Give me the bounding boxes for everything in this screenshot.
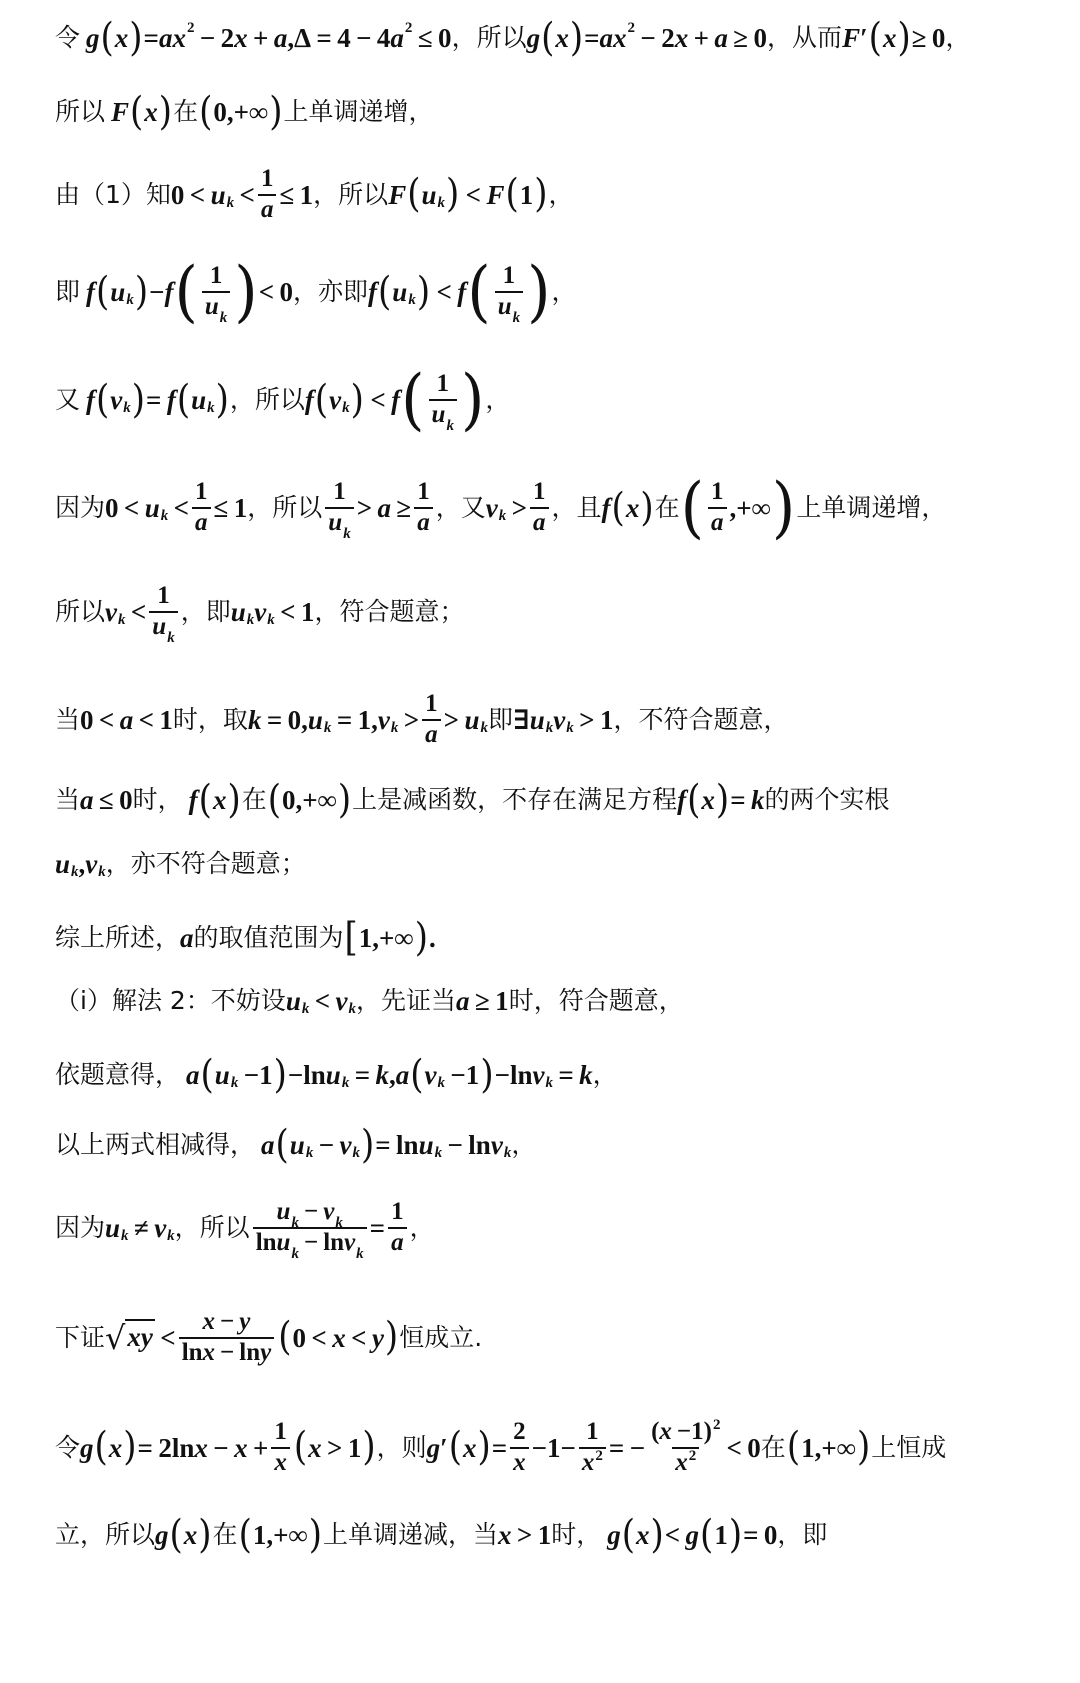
doc-line-8: 当 0 < a < 1 时，取 k = 0, u k = 1, v k > $\frac{1}{a}$ > u k 即 ∃ u k v k > 1 ，不符合题意， bbox=[55, 690, 789, 748]
doc-line-10: u k , v k ，亦不符合题意； bbox=[55, 849, 306, 881]
doc-line-16: 下证 √ xy < $\frac{x - y}{\ln x - \ln y}$ ( 0 < x < y ) 恒成立. bbox=[55, 1308, 483, 1366]
doc-line-1: 令 g ( x ) = ax 2 − 2 x + a ,Δ = 4 − 4 a 2 ≤ 0 ，所以 g ( x ) = ax 2 − 2 x + a ≥ 0 ，从而 F ′ ( x ) ≥ 0 ， bbox=[55, 14, 971, 61]
doc-line-18: 立，所以 g ( x ) 在 ( 1,+∞ ) 上单调递减，当 x > 1 时， g ( x ) < g ( 1 ) = 0 ，即 bbox=[55, 1511, 828, 1558]
doc-line-2: 所以 F ( x ) 在 ( 0,+∞ ) 上单调递增， bbox=[55, 88, 434, 135]
doc-line-9: 当 a ≤ 0 时， f ( x ) 在 ( 0,+∞ ) 上是减函数，不存在满足方程 f ( x ) = k 的两个实根 bbox=[55, 776, 890, 823]
doc-line-3: 由（1）知 0 < u k < $\frac{1}{a}$ ≤ 1 ，所以 F ( u k ) < F ( 1 ) ， bbox=[55, 165, 574, 223]
doc-line-11: 综上所述， a 的取值范围为 [ 1,+∞ ) . bbox=[55, 914, 436, 961]
doc-line-7: 所以 v k < $\frac{1}{u_k}$ ，即 u k v k < 1 ，符合题意； bbox=[55, 582, 465, 646]
doc-line-15: 因为 u k ≠ v k ，所以 $\frac{u_k - v_k}{\ln u_k - \ln v_k}$ = $\frac{1}{a}$ ， bbox=[55, 1198, 435, 1262]
doc-line-17: 令 g ( x ) = 2ln x − x + $\frac{1}{x}$ ( x > 1 ) ，则 g ′ ( x ) = $\frac{2}{x}$ −1− $\frac{1}{x^2}$ = − $\frac{(x -1)^2}{x^2}$ < 0 在 ( 1,+∞ ) 上恒成 bbox=[55, 1417, 947, 1476]
doc-line-5: 又 f ( v k ) = f ( u k ) ，所以 f ( v k ) < f ( $\frac{1}{u_k}$ ) ， bbox=[55, 361, 511, 439]
doc-line-4: 即 f ( u k ) − f ( $\frac{1}{u_k}$ ) < 0 ，亦即 f ( u k ) < f ( $\frac{1}{u_k}$ ) ， bbox=[55, 253, 577, 331]
doc-line-6: 因为 0 < u k < $\frac{1}{a}$ ≤ 1 ，所以 $\frac{1}{u_k}$ > a ≥ $\frac{1}{a}$ ，又 v k > $\frac{1}{a}$ ，且 f ( x ) 在 ( $\frac{1}{a}$ ,+∞ ) 上单调递增， bbox=[55, 469, 947, 547]
doc-line-12: （i）解法 2：不妨设 u k < v k ，先证当 a ≥ 1 时，符合题意， bbox=[55, 986, 684, 1018]
doc-line-13: 依题意得， a ( u k −1 ) −ln u k = k , a ( v k −1 ) −ln v k = k ， bbox=[55, 1051, 618, 1098]
doc-line-14: 以上两式相减得， a ( u k − v k ) = ln u k − ln v k ， bbox=[55, 1121, 537, 1168]
